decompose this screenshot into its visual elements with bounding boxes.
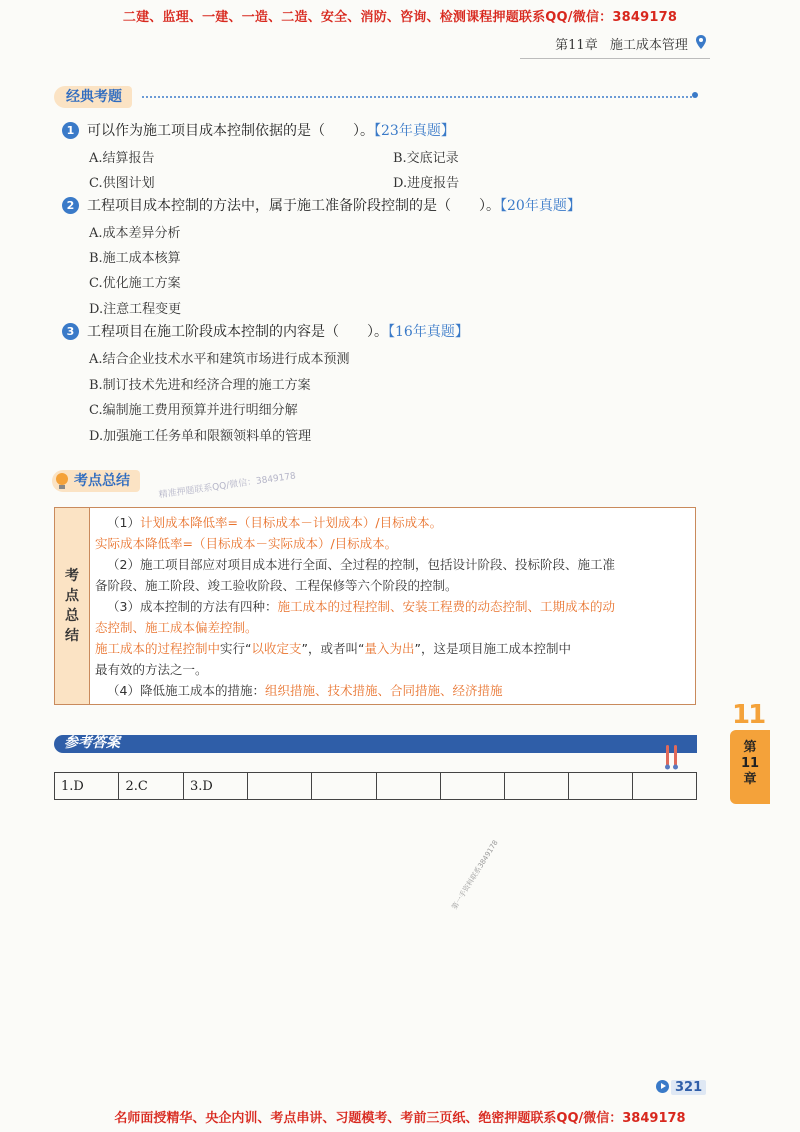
page-number-value: 321 [671,1080,706,1095]
summary-line: （2）施工项目部应对项目成本进行全面、全过程的控制，包括设计阶段、投标阶段、施工准 [107,557,615,572]
chapter-title: 施工成本管理 [609,38,688,53]
summary-line [95,512,689,533]
highlight-text: 以收定支 [251,641,302,656]
side-char: 总 [65,608,79,624]
option: A.结算报告 [89,151,155,166]
question-2 [62,196,581,216]
page-number [656,1080,706,1095]
location-pin-icon [696,34,706,53]
lightbulb-icon [56,473,68,485]
top-banner: 二建、监理、一建、一造、二造、安全、消防、咨询、检测课程押题联系QQ/微信：3849178 [122,10,678,25]
play-icon [656,1080,669,1093]
summary-side-label [55,508,90,704]
highlight-text: 态控制、施工成本偏差控制。 [95,620,258,635]
option: B.施工成本核算 [89,251,181,266]
question-source: 【16年真题】 [388,324,469,340]
summary-body [95,512,689,701]
side-char: 点 [65,588,79,604]
highlight-text: 量入为出 [364,641,415,656]
summary-line [95,638,689,659]
summary-line: 备阶段、施工阶段、竣工验收阶段、工程保修等六个阶段的控制。 [95,578,458,593]
section-exam-header [54,86,698,110]
table-row [55,773,697,800]
highlight-text: 实际成本降低率=（目标成本－实际成本）/目标成本。 [95,536,398,551]
watermark-stamp: 精准押题联系QQ/微信：3849178 [158,471,297,501]
answer-cell [440,773,504,800]
highlight-text: 施工成本的过程控制、安装工程费的动态控制、工期成本的动 [277,599,615,614]
side-char: 结 [65,628,79,644]
answer-cell [632,773,696,800]
answer-cell: 3.D [183,773,247,800]
tab-text: 11 [740,756,760,771]
tab-text: 第 [743,740,757,755]
answer-cell [504,773,568,800]
answer-cell: 1.D [55,773,119,800]
question-source: 【20年真题】 [500,198,581,214]
answer-header-title: 参考答案 [64,735,120,751]
option: D.进度报告 [393,176,460,191]
question-1 [62,121,455,141]
chapter-tab-box [730,730,770,804]
question-number-badge: 2 [62,197,79,214]
summary-box [54,507,696,705]
binder-clip-icon [664,743,678,769]
divider-end-dot [692,92,698,98]
side-char: 考 [65,568,79,584]
question-3 [62,322,469,342]
chapter-underline [520,58,710,59]
question-number-badge: 1 [62,122,79,139]
answer-cell [248,773,312,800]
option: A.结合企业技术水平和建筑市场进行成本预测 [89,352,350,367]
summary-line [95,680,689,701]
answer-cell [568,773,632,800]
question-number-badge: 3 [62,323,79,340]
summary-line [95,617,689,638]
highlight-text: 组织措施、技术措施、合同措施、经济措施 [264,683,503,698]
watermark-small: 第一手资料联系3849178 [450,838,500,912]
section-summary-title [52,470,140,492]
question-source: 【23年真题】 [374,123,455,139]
answer-header-bar [54,735,697,753]
answer-cell: 2.C [119,773,183,800]
answer-cell [312,773,376,800]
option: A.成本差异分析 [89,226,181,241]
option: C.编制施工费用预算并进行明细分解 [89,403,298,418]
section-exam-title: 经典考题 [54,86,132,108]
question-text: 工程项目成本控制的方法中，属于施工准备阶段控制的是（ ）。 [87,198,500,214]
section-summary-header [52,470,140,494]
dotted-divider [142,96,692,98]
section-summary-label: 考点总结 [74,473,130,489]
summary-line: 最有效的方法之一。 [95,662,208,677]
chapter-header [555,34,708,53]
highlight-text: 施工成本的过程控制中 [95,641,221,656]
summary-line [95,533,689,554]
text: （3）成本控制的方法有四种： [107,599,278,614]
tab-text: 章 [743,772,757,787]
text: （1） [107,515,140,530]
text: （4）降低施工成本的措施： [107,683,265,698]
option: D.加强施工任务单和限额领料单的管理 [89,429,312,444]
option: C.优化施工方案 [89,276,181,291]
bottom-banner: 名师面授精华、央企内训、考点串讲、习题模考、考前三页纸、绝密押题联系QQ/微信：3849178 [114,1111,686,1126]
text: 实行“ [220,641,252,656]
answer-table [54,772,697,800]
option: C.供图计划 [89,176,155,191]
question-text: 工程项目在施工阶段成本控制的内容是（ ）。 [87,324,388,340]
question-text: 可以作为施工项目成本控制依据的是（ ）。 [87,123,374,139]
chapter-number: 第11章 [555,38,598,53]
text: ”，这是项目施工成本控制中 [414,641,571,656]
answer-cell [376,773,440,800]
text: ”，或者叫“ [301,641,365,656]
chapter-side-tab [730,700,770,802]
option: B.制订技术先进和经济合理的施工方案 [89,378,311,393]
chapter-tab-number: 11 [732,700,765,730]
highlight-text: 计划成本降低率=（目标成本－计划成本）/目标成本。 [139,515,443,530]
option: B.交底记录 [393,151,459,166]
option: D.注意工程变更 [89,302,182,317]
summary-line [95,596,689,617]
